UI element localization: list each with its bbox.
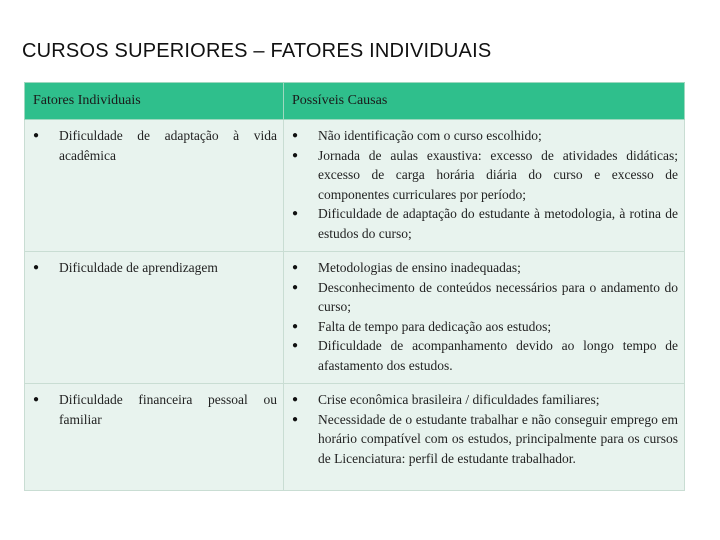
bullet-icon: ● bbox=[292, 394, 299, 405]
header-factors: Fatores Individuais bbox=[25, 83, 284, 120]
factor-text: Dificuldade de aprendizagem bbox=[59, 260, 218, 275]
factor-cell bbox=[25, 120, 284, 252]
cause-text: Dificuldade de acompanhamento devido ao longo tempo de afastamento dos estudos. bbox=[318, 338, 678, 373]
bullet-icon: ● bbox=[292, 208, 299, 219]
list-item bbox=[25, 258, 277, 278]
list-item bbox=[284, 278, 678, 317]
table-header-row bbox=[25, 83, 685, 120]
factor-cell bbox=[25, 252, 284, 384]
causes-cell bbox=[284, 252, 685, 384]
list-item bbox=[284, 390, 678, 410]
list-item bbox=[284, 410, 678, 469]
list-item bbox=[284, 317, 678, 337]
cause-text: Crise econômica brasileira / dificuldades familiares; bbox=[318, 392, 600, 407]
list-item bbox=[284, 336, 678, 375]
bullet-icon: ● bbox=[292, 340, 299, 351]
factor-cell bbox=[25, 384, 284, 491]
page-title: CURSOS SUPERIORES – FATORES INDIVIDUAIS bbox=[22, 40, 492, 62]
bullet-icon: ● bbox=[292, 320, 299, 332]
list-item bbox=[284, 126, 678, 146]
bullet-icon: ● bbox=[292, 413, 299, 425]
list-item bbox=[284, 258, 678, 278]
table-row bbox=[25, 384, 685, 491]
factor-text: Dificuldade de adaptação à vida acadêmica bbox=[59, 128, 277, 163]
bullet-icon: ● bbox=[292, 149, 299, 161]
cause-text: Dificuldade de adaptação do estudante à metodologia, à rotina de estudos do curso; bbox=[318, 206, 678, 241]
bullet-icon: ● bbox=[292, 130, 299, 141]
list-item bbox=[25, 390, 277, 429]
list-item bbox=[284, 204, 678, 243]
bullet-icon: ● bbox=[33, 262, 40, 273]
cause-text: Não identificação com o curso escolhido; bbox=[318, 128, 542, 143]
header-causes: Possíveis Causas bbox=[284, 83, 685, 120]
list-item bbox=[25, 126, 277, 165]
list-item bbox=[284, 146, 678, 205]
bullet-icon: ● bbox=[33, 394, 40, 405]
bullet-icon: ● bbox=[33, 130, 40, 141]
table-row bbox=[25, 252, 685, 384]
cause-text: Jornada de aulas exaustiva: excesso de atividades didáticas; excesso de carga horária diária do curso e excesso de componentes curriculares por período; bbox=[318, 147, 678, 202]
bullet-icon: ● bbox=[292, 281, 299, 293]
factors-table bbox=[24, 82, 685, 491]
cause-text: Necessidade de o estudante trabalhar e não conseguir emprego em horário compatível com os estudos, principalmente para os cursos de Licenciatura: perfil de estudante trabalhador. bbox=[318, 411, 678, 466]
bullet-icon: ● bbox=[292, 262, 299, 273]
causes-cell bbox=[284, 120, 685, 252]
table-row bbox=[25, 120, 685, 252]
cause-text: Metodologias de ensino inadequadas; bbox=[318, 260, 521, 275]
cause-text: Desconhecimento de conteúdos necessários para o andamento do curso; bbox=[318, 279, 678, 314]
causes-cell bbox=[284, 384, 685, 491]
factor-text: Dificuldade financeira pessoal ou familiar bbox=[59, 392, 277, 427]
cause-text: Falta de tempo para dedicação aos estudos; bbox=[318, 318, 552, 334]
